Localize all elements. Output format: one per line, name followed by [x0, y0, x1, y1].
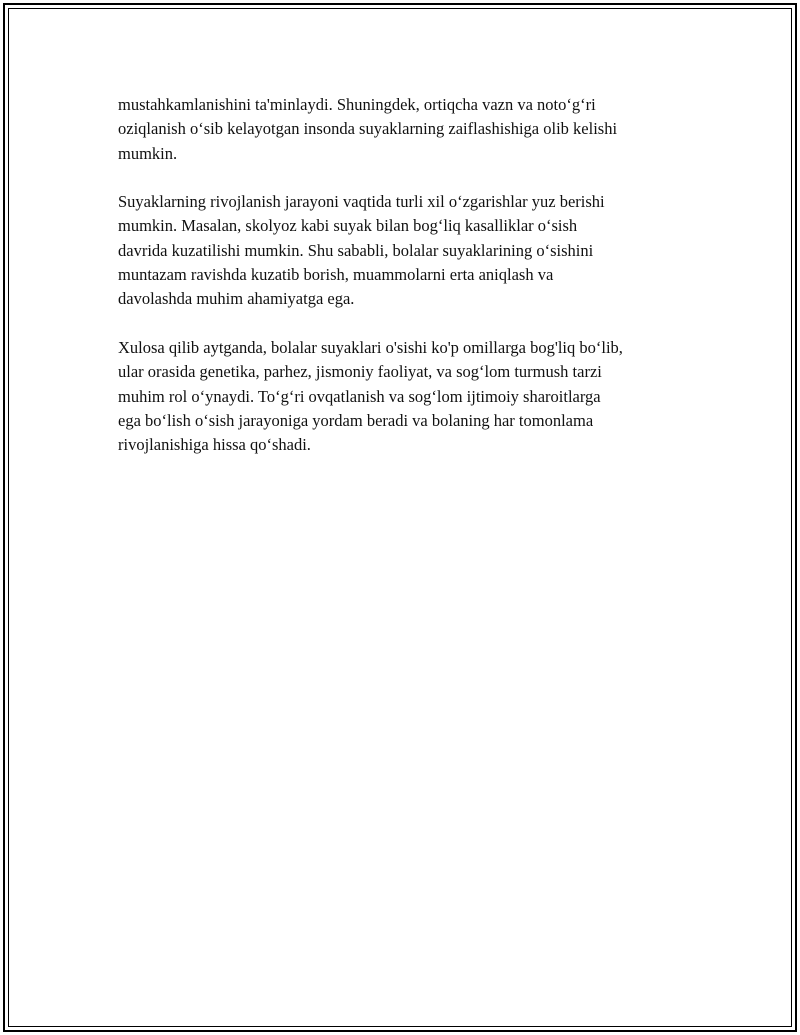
text-line: ular orasida genetika, parhez, jismoniy faoliyat, va sog‘lom turmush tarzi — [118, 362, 602, 382]
text-line: mustahkamlanishini ta'minlaydi. Shuningdek, ortiqcha vazn va noto‘g‘ri — [118, 95, 596, 114]
text-line: mumkin. Masalan, skolyoz kabi suyak bilan bog‘liq kasalliklar o‘sish — [118, 216, 578, 236]
text-line: muntazam ravishda kuzatib borish, muammolarni erta aniqlash va — [118, 265, 554, 285]
paragraph — [118, 93, 698, 166]
text-line: ega bo‘lish o‘sish jarayoniga yordam beradi va bolaning har tomonlama — [118, 410, 594, 430]
text-line: Suyaklarning rivojlanish jarayoni vaqtida turli xil o‘zgarishlar yuz berishi — [118, 192, 605, 212]
text-line: muhim rol o‘ynaydi. To‘g‘ri ovqatlanish va sog‘lom ijtimoiy sharoitlarga — [118, 386, 601, 406]
text-line: davolashda muhim ahamiyatga ega. — [118, 289, 355, 309]
text-line: mumkin. — [118, 143, 178, 163]
text-line: Xulosa qilib aytganda, bolalar suyaklari o'sishi ko'p omillarga bog'liq bo‘lib, — [118, 337, 623, 357]
text-line: davrida kuzatilishi mumkin. Shu sababli, bolalar suyaklarining o‘sishini — [118, 240, 594, 260]
paragraph — [118, 190, 698, 311]
text-line: rivojlanishiga hissa qo‘shadi. — [118, 435, 311, 455]
document-body — [118, 93, 698, 482]
paragraph — [118, 336, 698, 457]
text-line: oziqlanish o‘sib kelayotgan insonda suyaklarning zaiflashishiga olib kelishi — [118, 119, 618, 139]
